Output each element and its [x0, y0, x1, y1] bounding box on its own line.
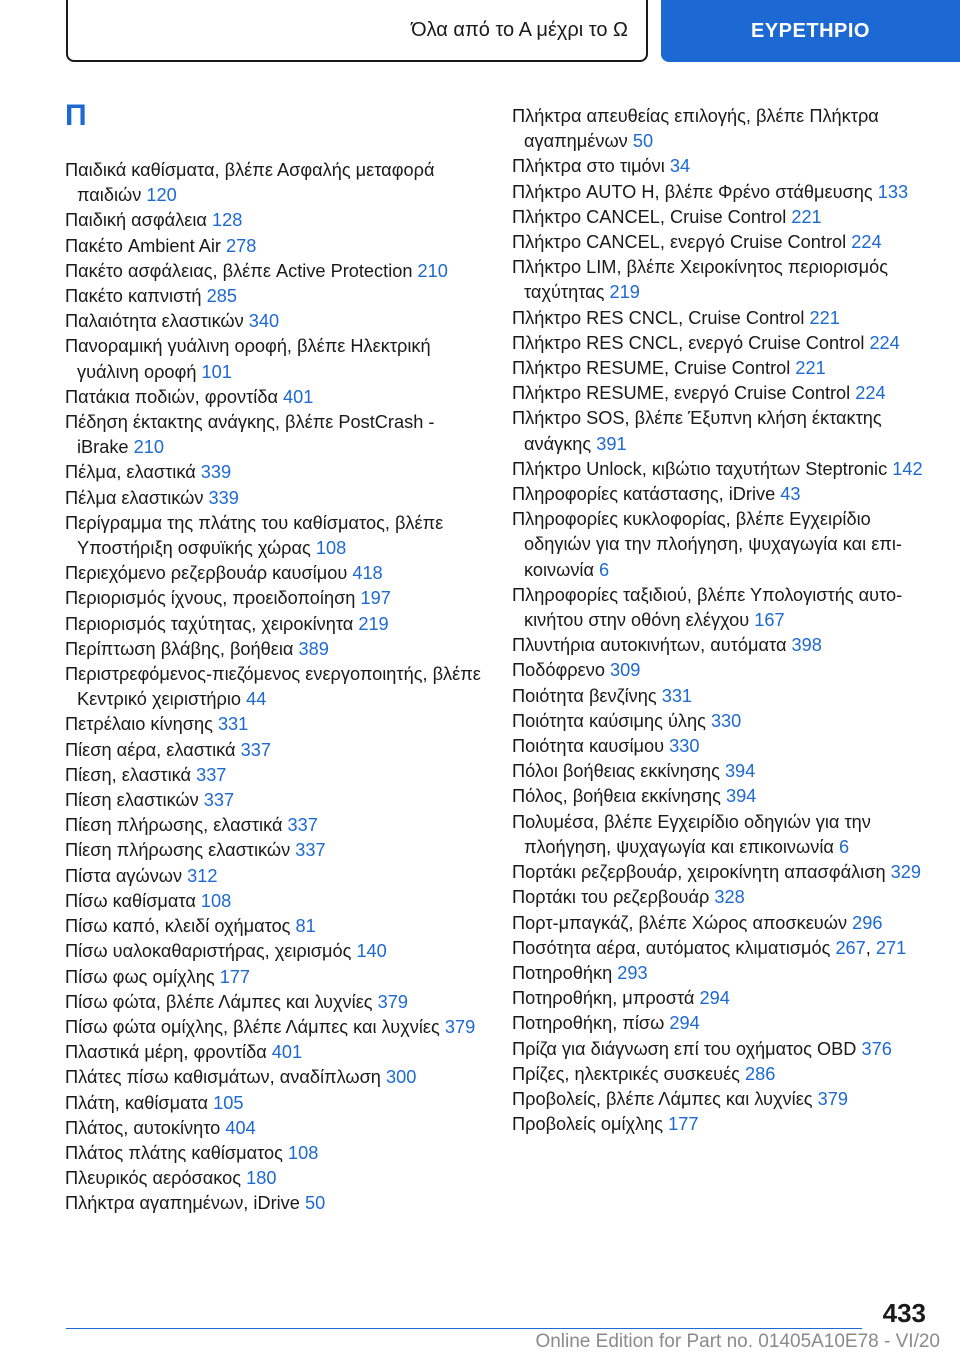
page-link[interactable]: 337: [196, 764, 227, 785]
page-link[interactable]: 105: [213, 1092, 244, 1113]
index-entry-text: Πίσω υαλοκαθαριστήρας, χειρισμός: [65, 941, 352, 962]
index-entry: [512, 810, 932, 860]
index-entry-text: Πλήκτρο CANCEL, ενεργό Cruise Control: [512, 232, 847, 253]
index-entry-text: Πίσω καπό, κλειδί οχήματος: [65, 916, 291, 937]
tab-index-label: ΕΥΡΕΤΗΡΙΟ: [751, 19, 870, 42]
page-link[interactable]: 340: [248, 311, 280, 332]
index-entry: [65, 460, 485, 485]
index-entry-text: Πίεση πλήρωσης ελαστικών: [65, 840, 291, 861]
index-entry: [512, 331, 932, 356]
index-entry-text: Πίσω καθίσματα: [65, 890, 196, 911]
index-entry: [65, 1065, 485, 1090]
index-entry-text: Παιδικά καθίσματα, βλέπε Ασφαλής μεταφορά παιδιών: [65, 160, 435, 206]
page-link[interactable]: 108: [200, 890, 232, 911]
index-entry-text: Ποτηροθήκη: [512, 962, 613, 983]
index-entry-text: Πληροφορίες κυκλοφορίας, βλέπε Εγχειρίδιο οδηγιών για την πλοήγηση, ψυχαγωγία και επικοινωνία: [512, 509, 902, 580]
page-link[interactable]: 50: [632, 131, 654, 152]
index-entry: [512, 205, 932, 230]
index-entry: [65, 662, 485, 712]
index-entry: [65, 838, 485, 863]
index-entry-text: Πατάκια ποδιών, φροντίδα: [65, 386, 278, 407]
page-link[interactable]: 34: [669, 156, 691, 177]
index-entry-text: Πόλος, βοήθεια εκκίνησης: [512, 786, 721, 807]
index-entry: [65, 309, 485, 334]
index-entry-text: Ποιότητα καύσιμης ύλης: [512, 710, 706, 731]
index-entry-text: Πετρέλαιο κίνησης: [65, 714, 213, 735]
page-link[interactable]: 391: [596, 433, 627, 454]
index-entry: [65, 1015, 485, 1040]
page-link[interactable]: 219: [609, 282, 640, 303]
page-link[interactable]: 329: [890, 862, 921, 883]
page-link[interactable]: 44: [246, 689, 267, 710]
index-entry: [65, 208, 485, 233]
index-entry-text: Πλάτη, καθίσματα: [65, 1092, 209, 1113]
index-entry-text: Πληροφορίες ταξιδιού, βλέπε Υπολογιστής αυτοκινήτου στην οθόνη ελέγχου: [512, 584, 903, 631]
index-entry-text: Πλήκτρο LIM, βλέπε Χειροκίνητος περιορισμός ταχύτητας: [512, 257, 889, 303]
index-entry-text: Πίσω φως ομίχλης: [65, 966, 215, 987]
index-entry-text: Πλήκτρο RES CNCL, ενεργό Cruise Control: [512, 332, 865, 353]
index-entry: [512, 1112, 932, 1137]
index-entry-text: Πλήκτρα αγαπημένων, iDrive: [65, 1193, 300, 1214]
index-entry-text: Ποιότητα καυσίμου: [512, 736, 665, 757]
index-entry: [512, 1087, 932, 1112]
page-link[interactable]: 81: [295, 916, 316, 937]
index-entry: [512, 986, 932, 1011]
index-entry-text: Πλάτες πίσω καθισμάτων, αναδίπλωση: [65, 1067, 381, 1088]
index-entry: [65, 763, 485, 788]
page-link[interactable]: 177: [219, 966, 251, 987]
index-entry-text: Ποτηροθήκη, πίσω: [512, 1013, 665, 1034]
page-link[interactable]: 180: [246, 1168, 277, 1189]
index-entry: [512, 684, 932, 709]
page-link[interactable]: 331: [217, 714, 249, 735]
index-entry: [512, 1011, 932, 1036]
page-link[interactable]: 337: [295, 840, 326, 861]
page-link[interactable]: 267: [835, 937, 866, 958]
page-link[interactable]: 376: [861, 1038, 892, 1059]
page-link[interactable]: 224: [869, 332, 900, 353]
page-link[interactable]: 142: [892, 458, 923, 479]
tab-a-to-z[interactable]: [66, 0, 648, 62]
index-entry: [65, 612, 485, 637]
index-entry: [512, 457, 932, 482]
index-entry: [512, 230, 932, 255]
page-link[interactable]: 6: [599, 559, 610, 580]
page-link[interactable]: 418: [352, 563, 383, 584]
index-entry-text: Πορτάκι του ρεζερβουάρ: [512, 887, 710, 908]
index-entry-text: Πίσω φώτα ομίχλης, βλέπε Λάμπες και λυχνίες: [65, 1016, 440, 1037]
index-entry: [65, 864, 485, 889]
page-link[interactable]: 330: [710, 710, 742, 731]
index-entry-text: Πλήκτρο CANCEL, Cruise Control: [512, 206, 787, 227]
index-entry: [65, 990, 485, 1015]
index-entry: [512, 734, 932, 759]
index-entry: Ποσότητα αέρα, αυτόματος κλιματισμός 267, 271: [512, 937, 907, 958]
index-entry-text: Πίσω φώτα, βλέπε Λάμπες και λυχνίες: [65, 991, 373, 1012]
index-entry-text: Πίεση αέρα, ελαστικά: [65, 739, 236, 760]
index-entry: [512, 961, 932, 986]
page-link[interactable]: 293: [617, 962, 648, 983]
page-link[interactable]: 210: [417, 260, 448, 281]
page-link[interactable]: 394: [725, 786, 757, 807]
index-entry-text: Πολυμέσα, βλέπε Εγχειρίδιο οδηγιών για την πλοήγηση, ψυχαγωγία και επικοινωνία: [512, 811, 871, 857]
page-link[interactable]: 43: [780, 484, 801, 505]
index-entry-text: Πέδηση έκτακτης ανάγκης, βλέπε PostCrash - iBrake: [65, 412, 435, 458]
index-entry: [65, 284, 485, 309]
index-entry: [512, 406, 932, 456]
index-entry-text: Ποσότητα αέρα, αυτόματος κλιματισμός: [512, 937, 831, 958]
index-entry-text: Πλήκτρα στο τιμόνι: [512, 156, 665, 177]
index-entry: [65, 586, 485, 611]
index-entry-text: Πίστα αγώνων: [65, 865, 183, 886]
index-entry: [65, 334, 485, 384]
index-entry-text: Ποτηροθήκη, μπροστά: [512, 988, 695, 1009]
index-entry: [512, 306, 932, 331]
index-entry-text: Πακέτο ασφάλειας, βλέπε Active Protection: [65, 260, 413, 281]
page-link[interactable]: 177: [668, 1114, 699, 1135]
index-entry: [65, 813, 485, 838]
index-entry-text: Παλαιότητα ελαστικών: [65, 311, 244, 332]
page-link[interactable]: 337: [240, 739, 271, 760]
index-entry: [512, 180, 932, 205]
index-column-right: [512, 104, 932, 1137]
index-entry: [512, 911, 932, 936]
index-entry-text: Πρίζες, ηλεκτρικές συσκευές: [512, 1063, 740, 1084]
edition-info: Online Edition for Part no. 01405A10E78 - VI/20: [535, 1331, 940, 1352]
page-link[interactable]: 331: [661, 685, 693, 706]
index-entry-text: Πίεση, ελαστικά: [65, 764, 192, 785]
page-link[interactable]: 120: [146, 185, 177, 206]
index-entry-text: Προβολείς ομίχλης: [512, 1114, 664, 1135]
index-entry: [512, 1062, 932, 1087]
index-entry: [65, 939, 485, 964]
page-link[interactable]: 50: [304, 1193, 326, 1214]
index-entry: [65, 259, 485, 284]
index-entry-text: Πλήκτρα απευθείας επιλογής, βλέπε Πλήκτρα αγαπημένων: [512, 106, 879, 152]
index-entry: [65, 1091, 485, 1116]
index-entry-text: Πλάτος, αυτοκίνητο: [65, 1117, 221, 1138]
index-entry: [65, 486, 485, 511]
index-entry: [65, 965, 485, 990]
page-link[interactable]: 339: [200, 462, 232, 483]
index-entry-text: Πλήκτρο RESUME, ενεργό Cruise Control: [512, 383, 851, 404]
index-entry: [512, 482, 932, 507]
index-entry-text: Ποδόφρενο: [512, 660, 605, 681]
page-link[interactable]: 389: [298, 638, 329, 659]
index-entry: [65, 234, 485, 259]
index-entry: [512, 658, 932, 683]
page-link[interactable]: 210: [133, 437, 164, 458]
page-link[interactable]: 330: [669, 736, 700, 757]
page-link[interactable]: 133: [877, 181, 909, 202]
tab-a-to-z-label: Όλα από το Α μέχρι το Ω: [411, 18, 628, 41]
section-letter: Π: [65, 99, 87, 132]
footer-divider: [66, 1328, 862, 1329]
page-link[interactable]: 337: [287, 815, 318, 836]
index-entry-text: Πακέτο Ambient Air: [65, 235, 221, 256]
index-entry: [65, 738, 485, 763]
index-entry-text: Παιδική ασφάλεια: [65, 210, 207, 231]
index-entry: [512, 633, 932, 658]
page-link[interactable]: 219: [358, 613, 389, 634]
index-entry: [65, 561, 485, 586]
page-link[interactable]: 404: [225, 1117, 256, 1138]
index-entry-text: Περιστρεφόμενος-πιεζόμενος ενεργοποιητής, βλέπε Κεντρικό χειριστήριο: [65, 664, 481, 710]
index-entry: [65, 1040, 485, 1065]
index-entry-text: Πλήκτρο SOS, βλέπε Έξυπνη κλήση έκτακτης ανάγκης: [512, 408, 882, 454]
page-link[interactable]: 312: [187, 865, 218, 886]
index-entry: [65, 385, 485, 410]
index-entry-text: Πέλμα, ελαστικά: [65, 462, 196, 483]
page-link[interactable]: 140: [356, 941, 387, 962]
page-link[interactable]: 221: [809, 307, 840, 328]
index-entry-text: Περιορισμός ίχνους, προειδοποίηση: [65, 588, 356, 609]
index-entry-text: Πλαστικά μέρη, φροντίδα: [65, 1042, 267, 1063]
index-entry-text: Περίπτωση βλάβης, βοήθεια: [65, 638, 294, 659]
index-entry: [65, 914, 485, 939]
page-link[interactable]: 6: [838, 836, 850, 857]
page-link[interactable]: 296: [852, 912, 883, 933]
page-link[interactable]: 394: [724, 761, 756, 782]
index-entry: [512, 255, 932, 305]
index-entry: [512, 860, 932, 885]
index-entry-text: Πλάτος πλάτης καθίσματος: [65, 1142, 283, 1163]
index-entry-text: Πέλμα ελαστικών: [65, 487, 204, 508]
index-entry: [512, 507, 932, 583]
index-entry: [512, 356, 932, 381]
page-link[interactable]: 167: [754, 610, 785, 631]
page-link[interactable]: 128: [211, 210, 243, 231]
index-entry-text: Πληροφορίες κατάστασης, iDrive: [512, 484, 776, 505]
index-entry-text: Πίεση ελαστικών: [65, 790, 199, 811]
page-link[interactable]: 285: [206, 286, 237, 307]
page-link[interactable]: 286: [745, 1063, 776, 1084]
index-entry-text: Πλήκτρο AUTO H, βλέπε Φρένο στάθμευσης: [512, 181, 873, 202]
page-link[interactable]: 221: [791, 206, 822, 227]
page-link[interactable]: 328: [714, 887, 745, 908]
index-entry: [65, 1166, 485, 1191]
page-link[interactable]: 294: [669, 1013, 700, 1034]
index-entry-text: Πλήκτρο RESUME, Cruise Control: [512, 358, 791, 379]
index-entry-text: Περιεχόμενο ρεζερβουάρ καυσίμου: [65, 563, 348, 584]
index-entry-text: Πορτ-μπαγκάζ, βλέπε Χώρος αποσκευών: [512, 912, 848, 933]
page-link[interactable]: 379: [817, 1088, 848, 1109]
page-link[interactable]: 294: [699, 988, 730, 1009]
page-link[interactable]: 309: [610, 660, 641, 681]
index-entry: [65, 1141, 485, 1166]
index-entry-text: Πανοραμική γυάλινη οροφή, βλέπε Ηλεκτρική γυάλινη οροφή: [65, 336, 431, 382]
index-entry: [65, 788, 485, 813]
page-link[interactable]: 379: [444, 1016, 476, 1037]
page-link[interactable]: 221: [795, 358, 826, 379]
index-entry: [512, 154, 932, 179]
index-entry: [65, 158, 485, 208]
index-entry-text: Πλήκτρο Unlock, κιβώτιο ταχυτήτων Steptronic: [512, 458, 888, 479]
page-link[interactable]: 224: [851, 232, 882, 253]
index-entry-text: Περίγραμμα της πλάτης του καθίσματος, βλέπε Υποστήριξη οσφυϊκής χώρας: [65, 512, 444, 559]
index-entry: [512, 1037, 932, 1062]
index-entry: [512, 104, 932, 154]
tab-index[interactable]: [661, 0, 960, 62]
page-link[interactable]: 278: [226, 235, 257, 256]
page-link[interactable]: 108: [315, 538, 347, 559]
index-entry-text: Πλυντήρια αυτοκινήτων, αυτόματα: [512, 635, 787, 656]
index-entry-text: Πόλοι βοήθειας εκκίνησης: [512, 761, 720, 782]
index-column-left: [65, 158, 485, 1217]
page-link[interactable]: 197: [360, 588, 391, 609]
index-entry: [65, 1191, 485, 1216]
page-link[interactable]: 337: [203, 790, 235, 811]
index-entry: [512, 759, 932, 784]
page-link[interactable]: 224: [855, 383, 886, 404]
index-entry: [512, 885, 932, 910]
index-entry-text: Πλήκτρο RES CNCL, Cruise Control: [512, 307, 805, 328]
index-entry: [512, 381, 932, 406]
index-entry-text: Περιορισμός ταχύτητας, χειροκίνητα: [65, 613, 354, 634]
page-link[interactable]: 401: [271, 1042, 303, 1063]
page-number: 433: [882, 1298, 926, 1328]
index-entry: [65, 637, 485, 662]
index-entry: [65, 889, 485, 914]
index-entry-text: Πίεση πλήρωσης, ελαστικά: [65, 815, 283, 836]
page-link[interactable]: 401: [283, 386, 314, 407]
index-entry: [512, 583, 932, 633]
page-link[interactable]: 108: [287, 1142, 319, 1163]
index-entry-text: Πλευρικός αερόσακος: [65, 1168, 242, 1189]
page-link[interactable]: 101: [201, 361, 232, 382]
index-entry-text: Πορτάκι ρεζερβουάρ, χειροκίνητη απασφάλιση: [512, 862, 886, 883]
page-link[interactable]: 379: [377, 991, 408, 1012]
index-entry: [512, 709, 932, 734]
page-link[interactable]: 300: [386, 1067, 417, 1088]
index-entry-text: Ποιότητα βενζίνης: [512, 685, 657, 706]
index-entry-text: Πρίζα για διάγνωση επί του οχήματος OBD: [512, 1038, 857, 1059]
index-entry: [65, 1116, 485, 1141]
index-entry: [65, 511, 485, 561]
index-entry: [65, 712, 485, 737]
index-entry-text: Προβολείς, βλέπε Λάμπες και λυχνίες: [512, 1088, 813, 1109]
page-link[interactable]: 271: [875, 937, 907, 958]
page-link[interactable]: 339: [208, 487, 239, 508]
index-entry: [65, 410, 485, 460]
index-entry: [512, 784, 932, 809]
page-link[interactable]: 398: [791, 635, 822, 656]
index-entry-text: Πακέτο καπνιστή: [65, 286, 202, 307]
